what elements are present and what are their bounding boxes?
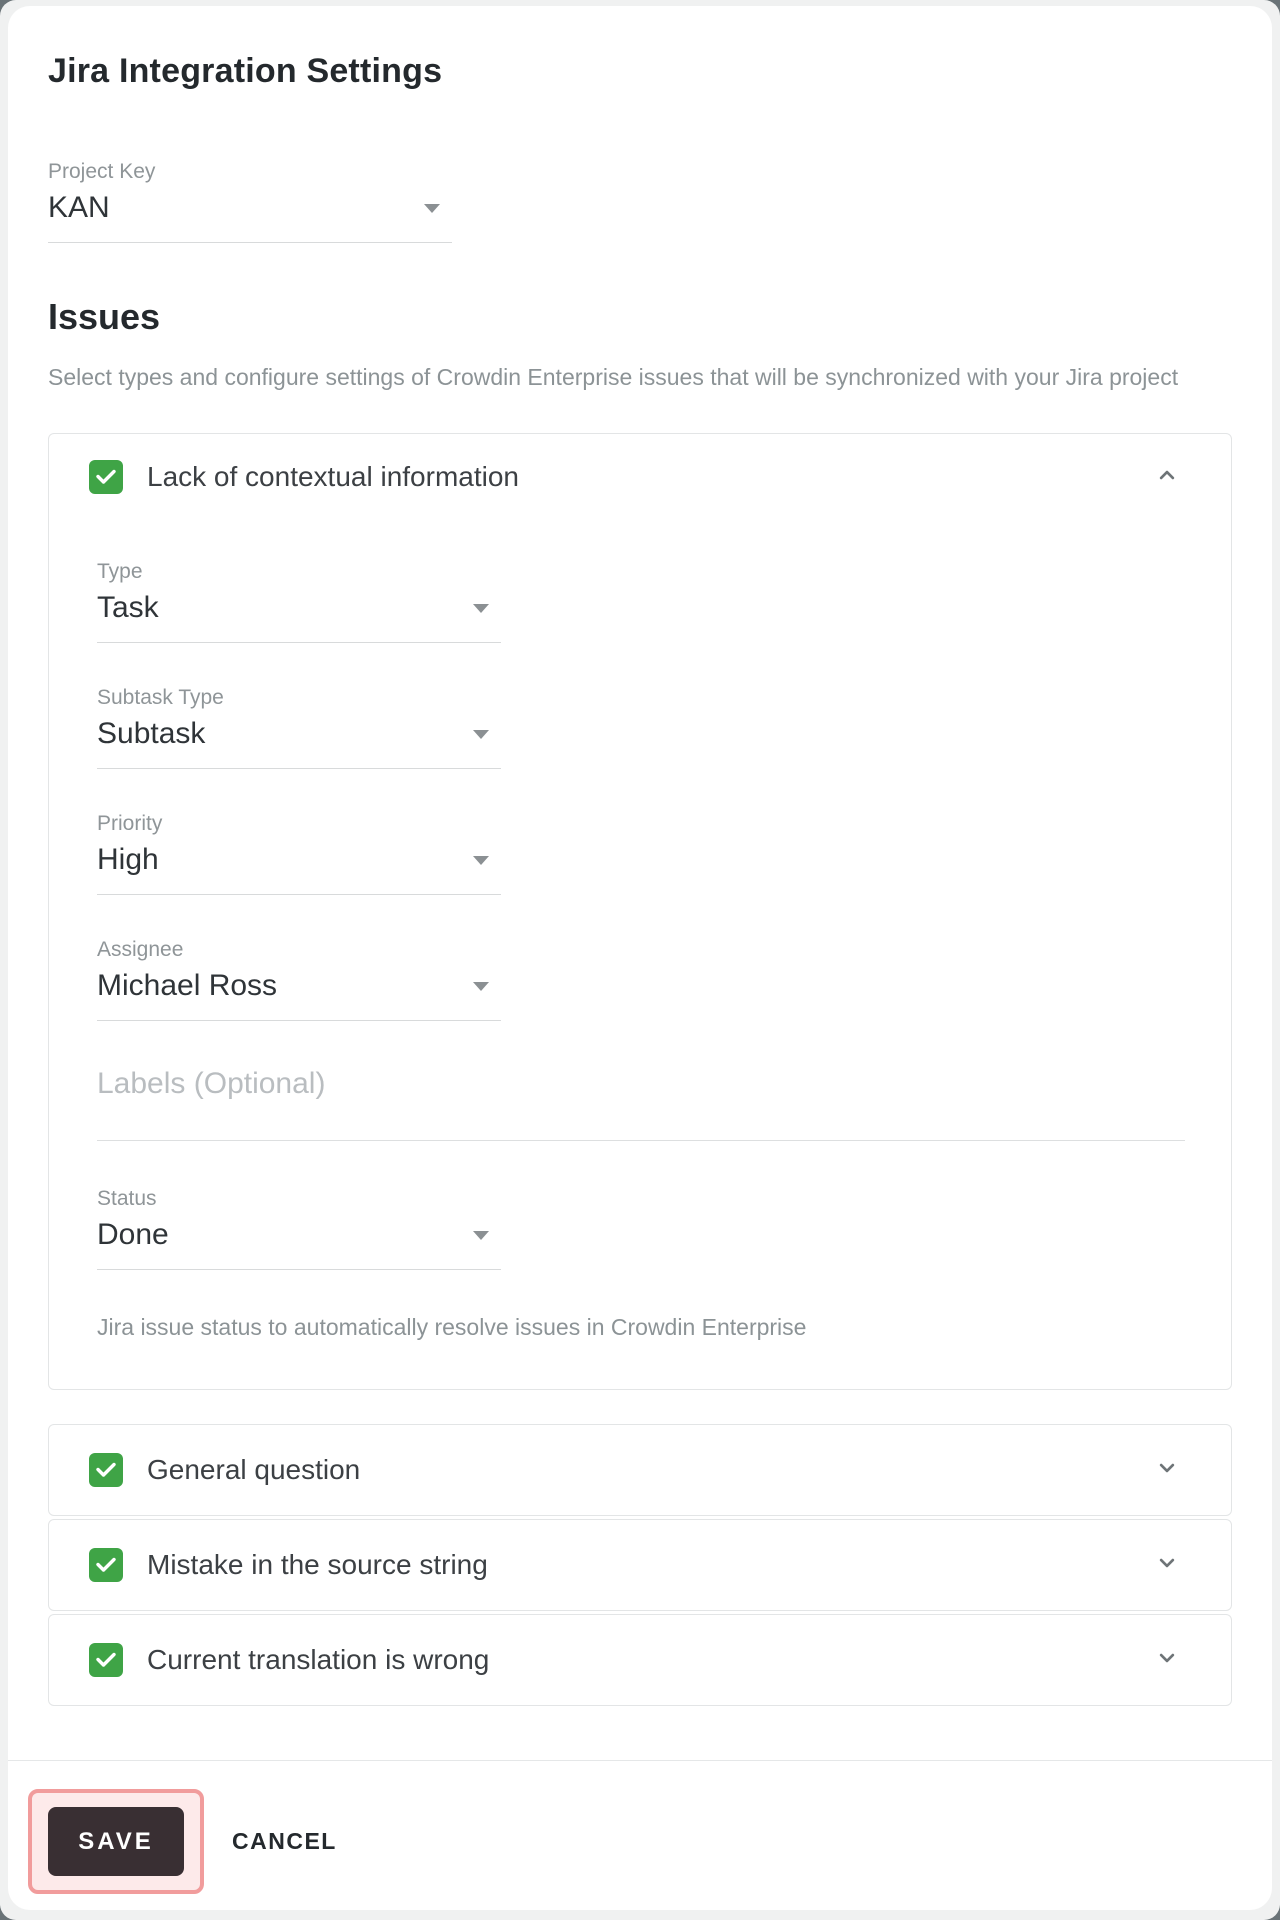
subtask-type-field [97, 686, 501, 769]
page-title: Jira Integration Settings [48, 52, 443, 90]
panel-header[interactable] [49, 434, 1231, 494]
jira-settings-dialog [8, 6, 1272, 1910]
labels-field [97, 1064, 1185, 1141]
priority-label: Priority [97, 812, 163, 835]
labels-input[interactable] [97, 1064, 1185, 1141]
assignee-label: Assignee [97, 938, 184, 961]
checkbox-general-question[interactable] [89, 1453, 123, 1487]
project-key-label: Project Key [48, 160, 156, 183]
issues-heading: Issues [48, 296, 161, 337]
dropdown-arrow-icon [473, 730, 489, 739]
check-icon [94, 1458, 118, 1482]
chevron-down-icon[interactable] [1153, 1454, 1181, 1487]
panel-title: Mistake in the source string [147, 1549, 488, 1580]
check-icon [94, 465, 118, 489]
chevron-up-icon[interactable] [1153, 461, 1181, 494]
cancel-button[interactable]: CANCEL [218, 1818, 351, 1865]
subtask-type-select[interactable] [97, 716, 501, 769]
save-button[interactable]: SAVE [48, 1807, 184, 1876]
checkbox-lack-of-contextual-information[interactable] [89, 460, 123, 494]
panel-title: Current translation is wrong [147, 1644, 490, 1675]
priority-select[interactable] [97, 842, 501, 895]
project-key-value: KAN [48, 191, 110, 224]
chevron-down-icon[interactable] [1153, 1644, 1181, 1677]
collapsed-panels [48, 1424, 1232, 1706]
status-select[interactable] [97, 1217, 501, 1270]
priority-field [97, 812, 501, 895]
check-icon [94, 1553, 118, 1577]
panel-title: General question [147, 1454, 361, 1485]
status-field [97, 1187, 501, 1270]
assignee-value: Michael Ross [97, 969, 278, 1002]
dropdown-arrow-icon [424, 204, 440, 213]
chevron-down-icon[interactable] [1153, 1549, 1181, 1582]
issues-description: Select types and configure settings of Crowdin Enterprise issues that will be synchronized with your Jira project [48, 364, 1179, 390]
assignee-select[interactable] [97, 968, 501, 1021]
type-field [97, 560, 501, 643]
type-select[interactable] [97, 590, 501, 643]
assignee-field [97, 938, 501, 1021]
checkbox-current-translation-wrong[interactable] [89, 1643, 123, 1677]
dialog-footer [8, 1760, 1272, 1894]
dropdown-arrow-icon [473, 982, 489, 991]
issue-panel-mistake-in-source-string[interactable] [48, 1519, 1232, 1611]
dropdown-arrow-icon [473, 856, 489, 865]
status-label: Status [97, 1187, 157, 1210]
issue-panel-current-translation-wrong[interactable] [48, 1614, 1232, 1706]
issue-panel-general-question[interactable] [48, 1424, 1232, 1516]
project-key-field [48, 160, 452, 243]
status-value: Done [97, 1218, 169, 1251]
checkbox-mistake-in-source-string[interactable] [89, 1548, 123, 1582]
type-value: Task [97, 591, 159, 624]
status-helper-text: Jira issue status to automatically resolve issues in Crowdin Enterprise [97, 1314, 807, 1340]
dropdown-arrow-icon [473, 1231, 489, 1240]
priority-value: High [97, 843, 159, 876]
save-button-highlight [28, 1789, 204, 1894]
dropdown-arrow-icon [473, 604, 489, 613]
panel-title: Lack of contextual information [147, 461, 519, 492]
type-label: Type [97, 560, 143, 583]
check-icon [94, 1648, 118, 1672]
project-key-select[interactable] [48, 190, 452, 243]
subtask-type-label: Subtask Type [97, 686, 224, 709]
subtask-type-value: Subtask [97, 717, 206, 750]
issue-panel-lack-of-contextual-information [48, 433, 1232, 1390]
